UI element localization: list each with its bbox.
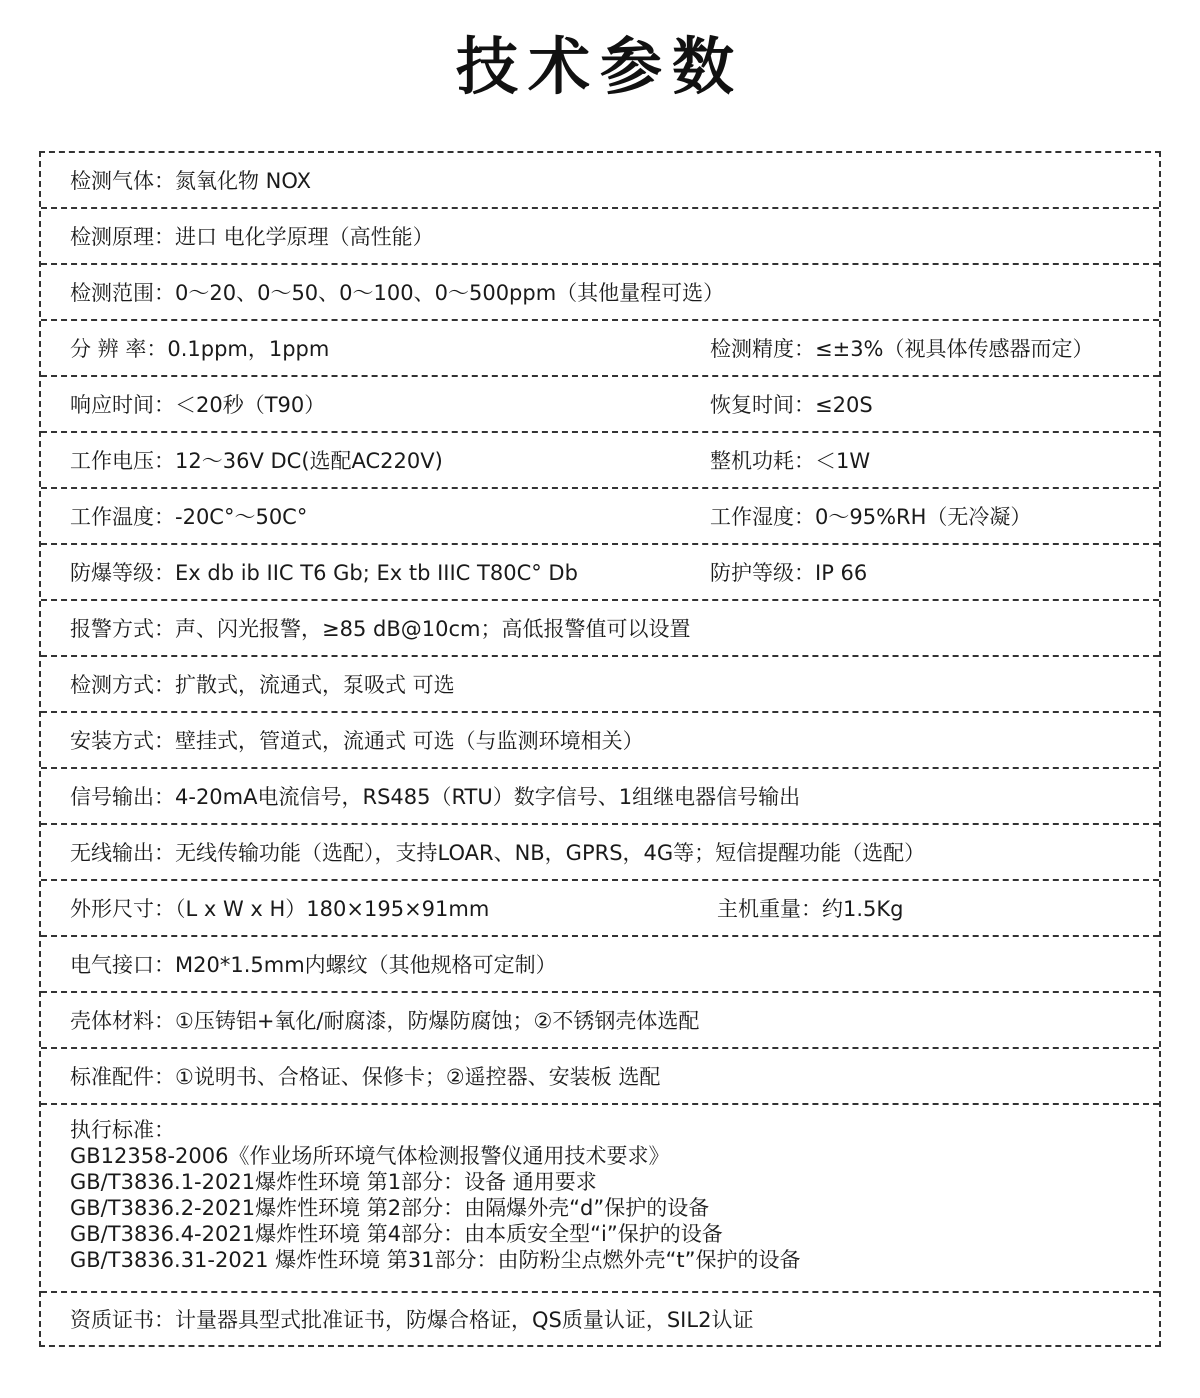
spec-material: 壳体材料：①压铸铝+氧化/耐腐漆，防爆防腐蚀；②不锈钢壳体选配 (70, 1009, 700, 1033)
row-install (41, 713, 1159, 769)
spec-certificates: 资质证书：计量器具型式批准证书，防爆合格证，QS质量认证，SIL2认证 (70, 1308, 754, 1332)
row-gas (41, 153, 1159, 209)
spec-humidity: 工作湿度：0～95%RH（无冷凝） (710, 505, 1032, 529)
spec-voltage: 工作电压：12～36V DC(选配AC220V) (70, 449, 443, 473)
row-interface (41, 937, 1159, 993)
spec-power: 整机功耗：＜1W (710, 449, 871, 473)
spec-gas: 检测气体：氮氧化物 NOX (70, 169, 311, 193)
row-voltage (41, 433, 1159, 489)
row-wireless (41, 825, 1159, 881)
spec-standards (70, 1117, 801, 1273)
spec-protection: 防护等级：IP 66 (710, 561, 868, 585)
spec-resolution: 分 辨 率：0.1ppm，1ppm (70, 337, 330, 361)
spec-table (39, 151, 1161, 1347)
spec-signal: 信号输出：4-20mA电流信号，RS485（RTU）数字信号、1组继电器信号输出 (70, 785, 801, 809)
row-standards (41, 1105, 1159, 1293)
spec-weight: 主机重量：约1.5Kg (717, 897, 904, 921)
row-explosion (41, 545, 1159, 601)
row-principle (41, 209, 1159, 265)
row-alarm (41, 601, 1159, 657)
spec-explosion: 防爆等级：Ex db ib IIC T6 Gb; Ex tb IIIC T80C° Db (70, 561, 578, 585)
row-resolution (41, 321, 1159, 377)
row-accessories (41, 1049, 1159, 1105)
spec-wireless: 无线输出：无线传输功能（选配），支持LOAR、NB，GPRS，4G等；短信提醒功能（选配） (70, 841, 926, 865)
standard-item: GB/T3836.4-2021爆炸性环境 第4部分：由本质安全型“i”保护的设备 (70, 1222, 723, 1246)
row-size (41, 881, 1159, 937)
standard-item: GB/T3836.1-2021爆炸性环境 第1部分：设备 通用要求 (70, 1170, 597, 1194)
standard-item: GB/T3836.2-2021爆炸性环境 第2部分：由隔爆外壳“d”保护的设备 (70, 1196, 710, 1220)
row-detect-mode (41, 657, 1159, 713)
spec-size: 外形尺寸：（L x W x H）180×195×91mm (70, 897, 490, 921)
standard-item: GB/T3836.31-2021 爆炸性环境 第31部分：由防粉尘点燃外壳“t”保护的设备 (70, 1248, 801, 1272)
row-material (41, 993, 1159, 1049)
spec-accessories: 标准配件：①说明书、合格证、保修卡；②遥控器、安装板 选配 (70, 1065, 661, 1089)
spec-interface: 电气接口：M20*1.5mm内螺纹（其他规格可定制） (70, 953, 557, 977)
spec-detect-mode: 检测方式：扩散式，流通式，泵吸式 可选 (70, 673, 455, 697)
spec-alarm: 报警方式：声、闪光报警，≥85 dB@10cm；高低报警值可以设置 (70, 617, 691, 641)
spec-install: 安装方式：壁挂式，管道式，流通式 可选（与监测环境相关） (70, 729, 644, 753)
row-temperature (41, 489, 1159, 545)
spec-accuracy: 检测精度：≤±3%（视具体传感器而定） (710, 337, 1094, 361)
page-title: 技术参数 (455, 30, 744, 103)
standard-item: GB12358-2006《作业场所环境气体检测报警仪通用技术要求》 (70, 1144, 670, 1168)
row-signal (41, 769, 1159, 825)
spec-recovery: 恢复时间：≤20S (710, 393, 873, 417)
spec-response: 响应时间：＜20秒（T90） (70, 393, 326, 417)
standards-heading: 执行标准： (70, 1118, 175, 1142)
spec-range: 检测范围：0～20、0～50、0～100、0～500ppm（其他量程可选） (70, 281, 725, 305)
spec-temperature: 工作温度：-20C°～50C° (70, 505, 308, 529)
spec-principle: 检测原理：进口 电化学原理（高性能） (70, 225, 434, 249)
row-response (41, 377, 1159, 433)
row-certificates (41, 1293, 1159, 1345)
row-range (41, 265, 1159, 321)
